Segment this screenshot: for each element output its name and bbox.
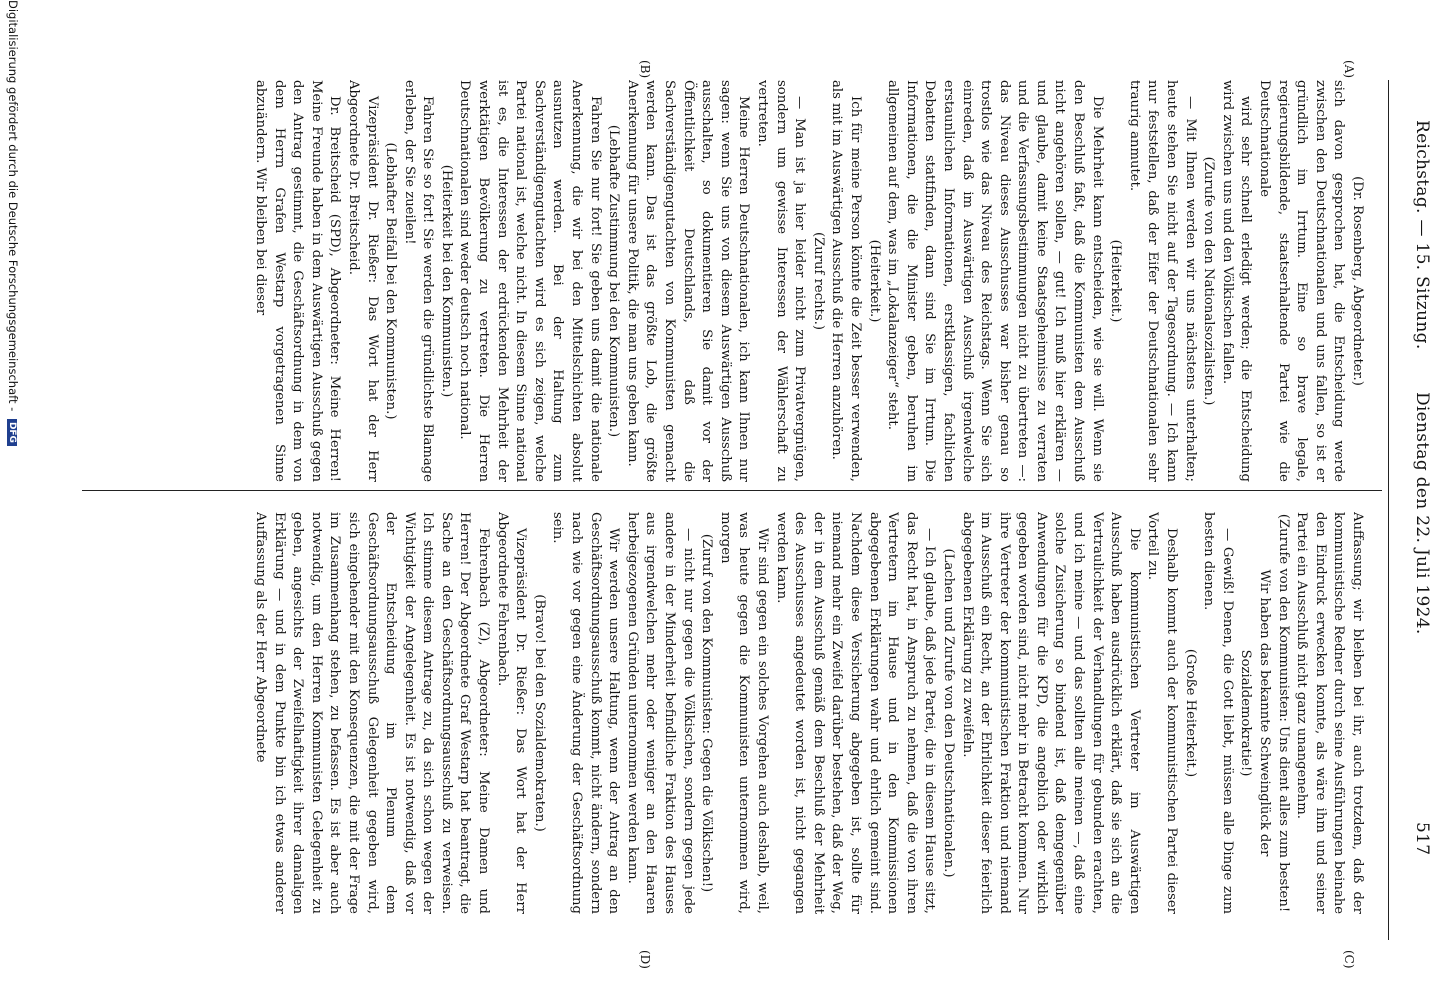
paragraph: sich davon gesprochen hat, die Entscheidung werde zwischen den Deutschnationalen und uns fallen, so ist er gründlich im Irrtum. Eine so brave legale, regierungsbildende, staatserhaltende Partei wie die Deutschnationale [1257,80,1347,482]
speaker-line: (Dr. Rosenberg, Abgeordneter.) [1350,176,1365,386]
interjection: (Heiterkeit.) [1108,239,1124,323]
footer-text: Digitalisierung gefördert durch die Deutsche Forschungsgemeinschaft - [6,0,20,412]
paragraph: — Man ist ja hier leider nicht zum Privatvergnügen, sondern um gewisse Interessen der Wählerschaft zu vertreten. [755,80,808,482]
running-header-date: Dienstag den 22. Juli 1924. [1412,392,1432,635]
interjection: (Zurufe von den Nationalsozialisten.) [1201,156,1217,406]
margin-mark-d: (D) [638,950,652,969]
paragraph: Die kommunistischen Vertreter im Auswärtigen Ausschuß haben ausdrücklich erklärt, daß sie sich an die Vertraulichkeit der Verhandlungen für gebunden erachten, und ich meine — und das sollten alle meinen —, daß eine solche Zusicherung so bindend ist, daß demgegenüber Anwendungen für die KPD, die angeblich oder wirklich gegeben worden sind, nicht mehr in Betracht kommen. Nur ihre Vertreter der kommunistischen Fraktion und niemand im Ausschuß ein Recht, an der Ehrlichkeit dieser feierlich abgegebenen Erklärung zu zweifeln. [959,512,1142,914]
paragraph: Fahren Sie nur fort! Sie geben uns damit die nationale Anerkennung, die wir bei den Mittelschichten absolut ausnutzen werden. Bei der Haltung zum Sachverständigengutachten wird es sich zeigen, welche Partei national ist, welche nicht. In diesem Sinne national ist es, die Interessen der erdrückenden Mehrheit der werktätigen Bevölkerung zu vertreten. Die Herren Deutschnationalen sind weder deutsch noch national. [457,80,603,482]
interjection: (Zuruf von den Kommunisten: Gegen die Völkischen!) [699,533,715,893]
interjection: (Lebhafter Beifall bei den Kommunisten.) [383,142,399,420]
header-rule [1388,80,1389,940]
interjection: (Heiterkeit.) [866,239,882,323]
interjection: (Lachen und Zurufe von den Deutschnationalen.) [940,548,956,878]
paragraph: — nicht nur gegen die Völkischen, sondern gegen jede andere in der Minderheit befindliche Fraktion des Hauses aus irgendwelchen mehr oder weniger an den Haaren herbeigezogenen Gründen unternommen werden kann. [624,512,696,914]
paragraph: Fahren Sie so fort! Sie werden die gründlichste Blamage erleben, der Sie zueilen! [401,80,436,482]
paragraph: Wir werden unsere Haltung, wenn der Antrag an den Geschäftsordnungsausschuß kommt, nicht ändern, sondern nach wie vor gegen eine Änderung der Geschäftsordnung sein. [550,512,622,914]
margin-mark-c: (C) [1342,950,1356,969]
interjection: (Zuruf rechts.) [810,231,826,331]
interjection: (Lebhafte Zustimmung bei den Kommunisten.) [606,124,622,438]
margin-mark-b: (B) [638,60,652,79]
paragraph: Meine Herren Deutschnationalen, ich kann Ihnen nur sagen: wenn Sie uns von diesem Auswärtigen Ausschuß ausschalten, so dokumentieren Sie damit vor der Öffentlichkeit Deutschlands, daß die Sachverständigengutachten von Kommunisten gemacht werden kann. Das ist das größte Lob, die größte Anerkennung für unsere Politik, die man uns geben kann. [624,80,752,482]
paragraph: — Mit Ihnen werden wir uns nächstens unterhalten; heute stehen Sie nicht auf der Tagesordnung. — Ich kann nur feststellen, daß der Eifer der Deutschnationalen sehr traurig anmutet. [1126,80,1198,482]
interjection: (Große Heiterkeit.) [1182,648,1198,778]
right-column [86,512,1366,914]
president-statement: Vizepräsident Dr. Rießer: Das Wort hat der Herr Abgeordnete Fehrenbach. [494,512,529,914]
paragraph: — Gewiß! Denen, die Gott liebt, müssen alle Dinge zum besten dienen. [1201,512,1235,914]
margin-mark-a: (A) [1342,60,1356,79]
paragraph: — Ich glaube, daß jede Partei, die in diesem Hause sitzt, das Recht hat, in Anspruch zu nehmen, daß die von ihren Vertretern im Hause und in den Kommissionen abgegebenen Erklärungen wahr und ehrlich gemeint sind. Nachdem diese Versicherung abgegeben ist, sollte für niemand mehr ein Zweifel darüber bestehen, daß der Weg, der in dem Ausschuß gemäß dem Beschluß der Mehrheit des Ausschusses angedeutet worden ist, nicht gegangen werden kann. [773,512,938,914]
interjection: (Zurufe von den Kommunisten: Uns dient alles zum besten! Wir haben das bekannte Schweinglück der Sozialdemokratie!) [1238,513,1291,913]
paragraph: Deshalb kommt auch der kommunistischen Partei dieser Vorteil zu. [1145,512,1180,914]
paragraph: wird sehr schnell erledigt werden; die Entscheidung wird zwischen uns und den Völkischen fallen. [1219,80,1254,482]
paragraph: Ich für meine Person könnte die Zeit besser verwenden, als mit im Auswärtigen Ausschuß die Herren anzuhören. [829,80,863,482]
page-number: 517 [1412,822,1432,856]
speaker-paragraph: Fehrenbach (Z), Abgeordneter: Meine Damen und Herren! Der Abgeordnete Graf Westarp hat beantragt, die Sache an den Geschäftsordnungsausschuß zu verweisen. Ich stimme diesem Antrage zu, da sich schon wegen der Wichtigkeit der Angelegenheit. Es ist notwendig, daß vor der Entscheidung im Plenum dem Geschäftsordnungsausschuß Gelegenheit gegeben wird, sich eingehender mit den Konsequenzen, die mit der Frage im Zusammenhang stehen, zu befassen. Es ist aber auch notwendig, um den Herren Kommunisten Gelegenheit zu geben, angesichts der Zweifelhaftigkeit ihrer damaligen Erklärung — und in dem Punkte bin ich etwas anderer Auffassung als der Herr Abgeordnete [252,512,492,914]
speaker-paragraph: Dr. Breitscheid (SPD), Abgeordneter: Meine Herren! Meine Freunde haben in dem Auswärtigen Ausschuß gegen den Antrag gestimmt, die Geschäftsordnung in dem von dem Herrn Grafen Westarp vorgetragenen Sinne abzuändern. Wir bleiben bei dieser [252,80,343,482]
president-statement: Vizepräsident Dr. Rießer: Das Wort hat der Herr Abgeordnete Dr. Breitscheid. [345,80,380,482]
column-divider [82,490,1382,491]
paragraph: Wir sind gegen ein solches Vorgehen auch deshalb, weil, was heute gegen die Kommunisten unternommen wird, morgen [717,512,770,914]
paragraph: Auffassung; wir bleiben bei ihr, auch trotzdem, daß der kommunistische Redner durch seine Ausführungen beinahe den Eindruck erwecken konnte, als wäre ihm und seiner Partei ein Ausschluß nicht ganz unangenehm. [1294,512,1365,914]
dfg-logo: DFG [8,419,18,446]
interjection: (Bravo! bei den Sozialdemokraten.) [531,594,547,832]
running-header-left: Reichstag. — 15. Sitzung. [1412,120,1432,350]
left-column [86,80,1366,482]
digitization-footer [6,0,20,1000]
interjection: (Heiterkeit bei den Kommunisten.) [438,164,454,398]
paragraph: Die Mehrheit kann entscheiden, wie sie will. Wenn sie den Beschluß faßt, daß die Kommunisten dem Ausschuß nicht angehören sollen, — gut! Ich muß hier erklären — und glaube, damit keine Staatsgeheimnisse zu verraten und die Verfassungsbestimmungen nicht zu übertreten —: das Niveau dieses Ausschusses war bisher genau so trostlos wie das Niveau des Reichstags. Wenn Sie sich einreden, daß im Auswärtigen Ausschuß irgendwelche erstaunlichen Informationen, erstklassigen, fachlichen Debatten stattfinden, dann sind Sie im Irrtum. Die Informationen, die die Minister geben, beruhen im allgemeinen auf dem, was im „Lokalanzeiger“ steht. [885,80,1105,482]
